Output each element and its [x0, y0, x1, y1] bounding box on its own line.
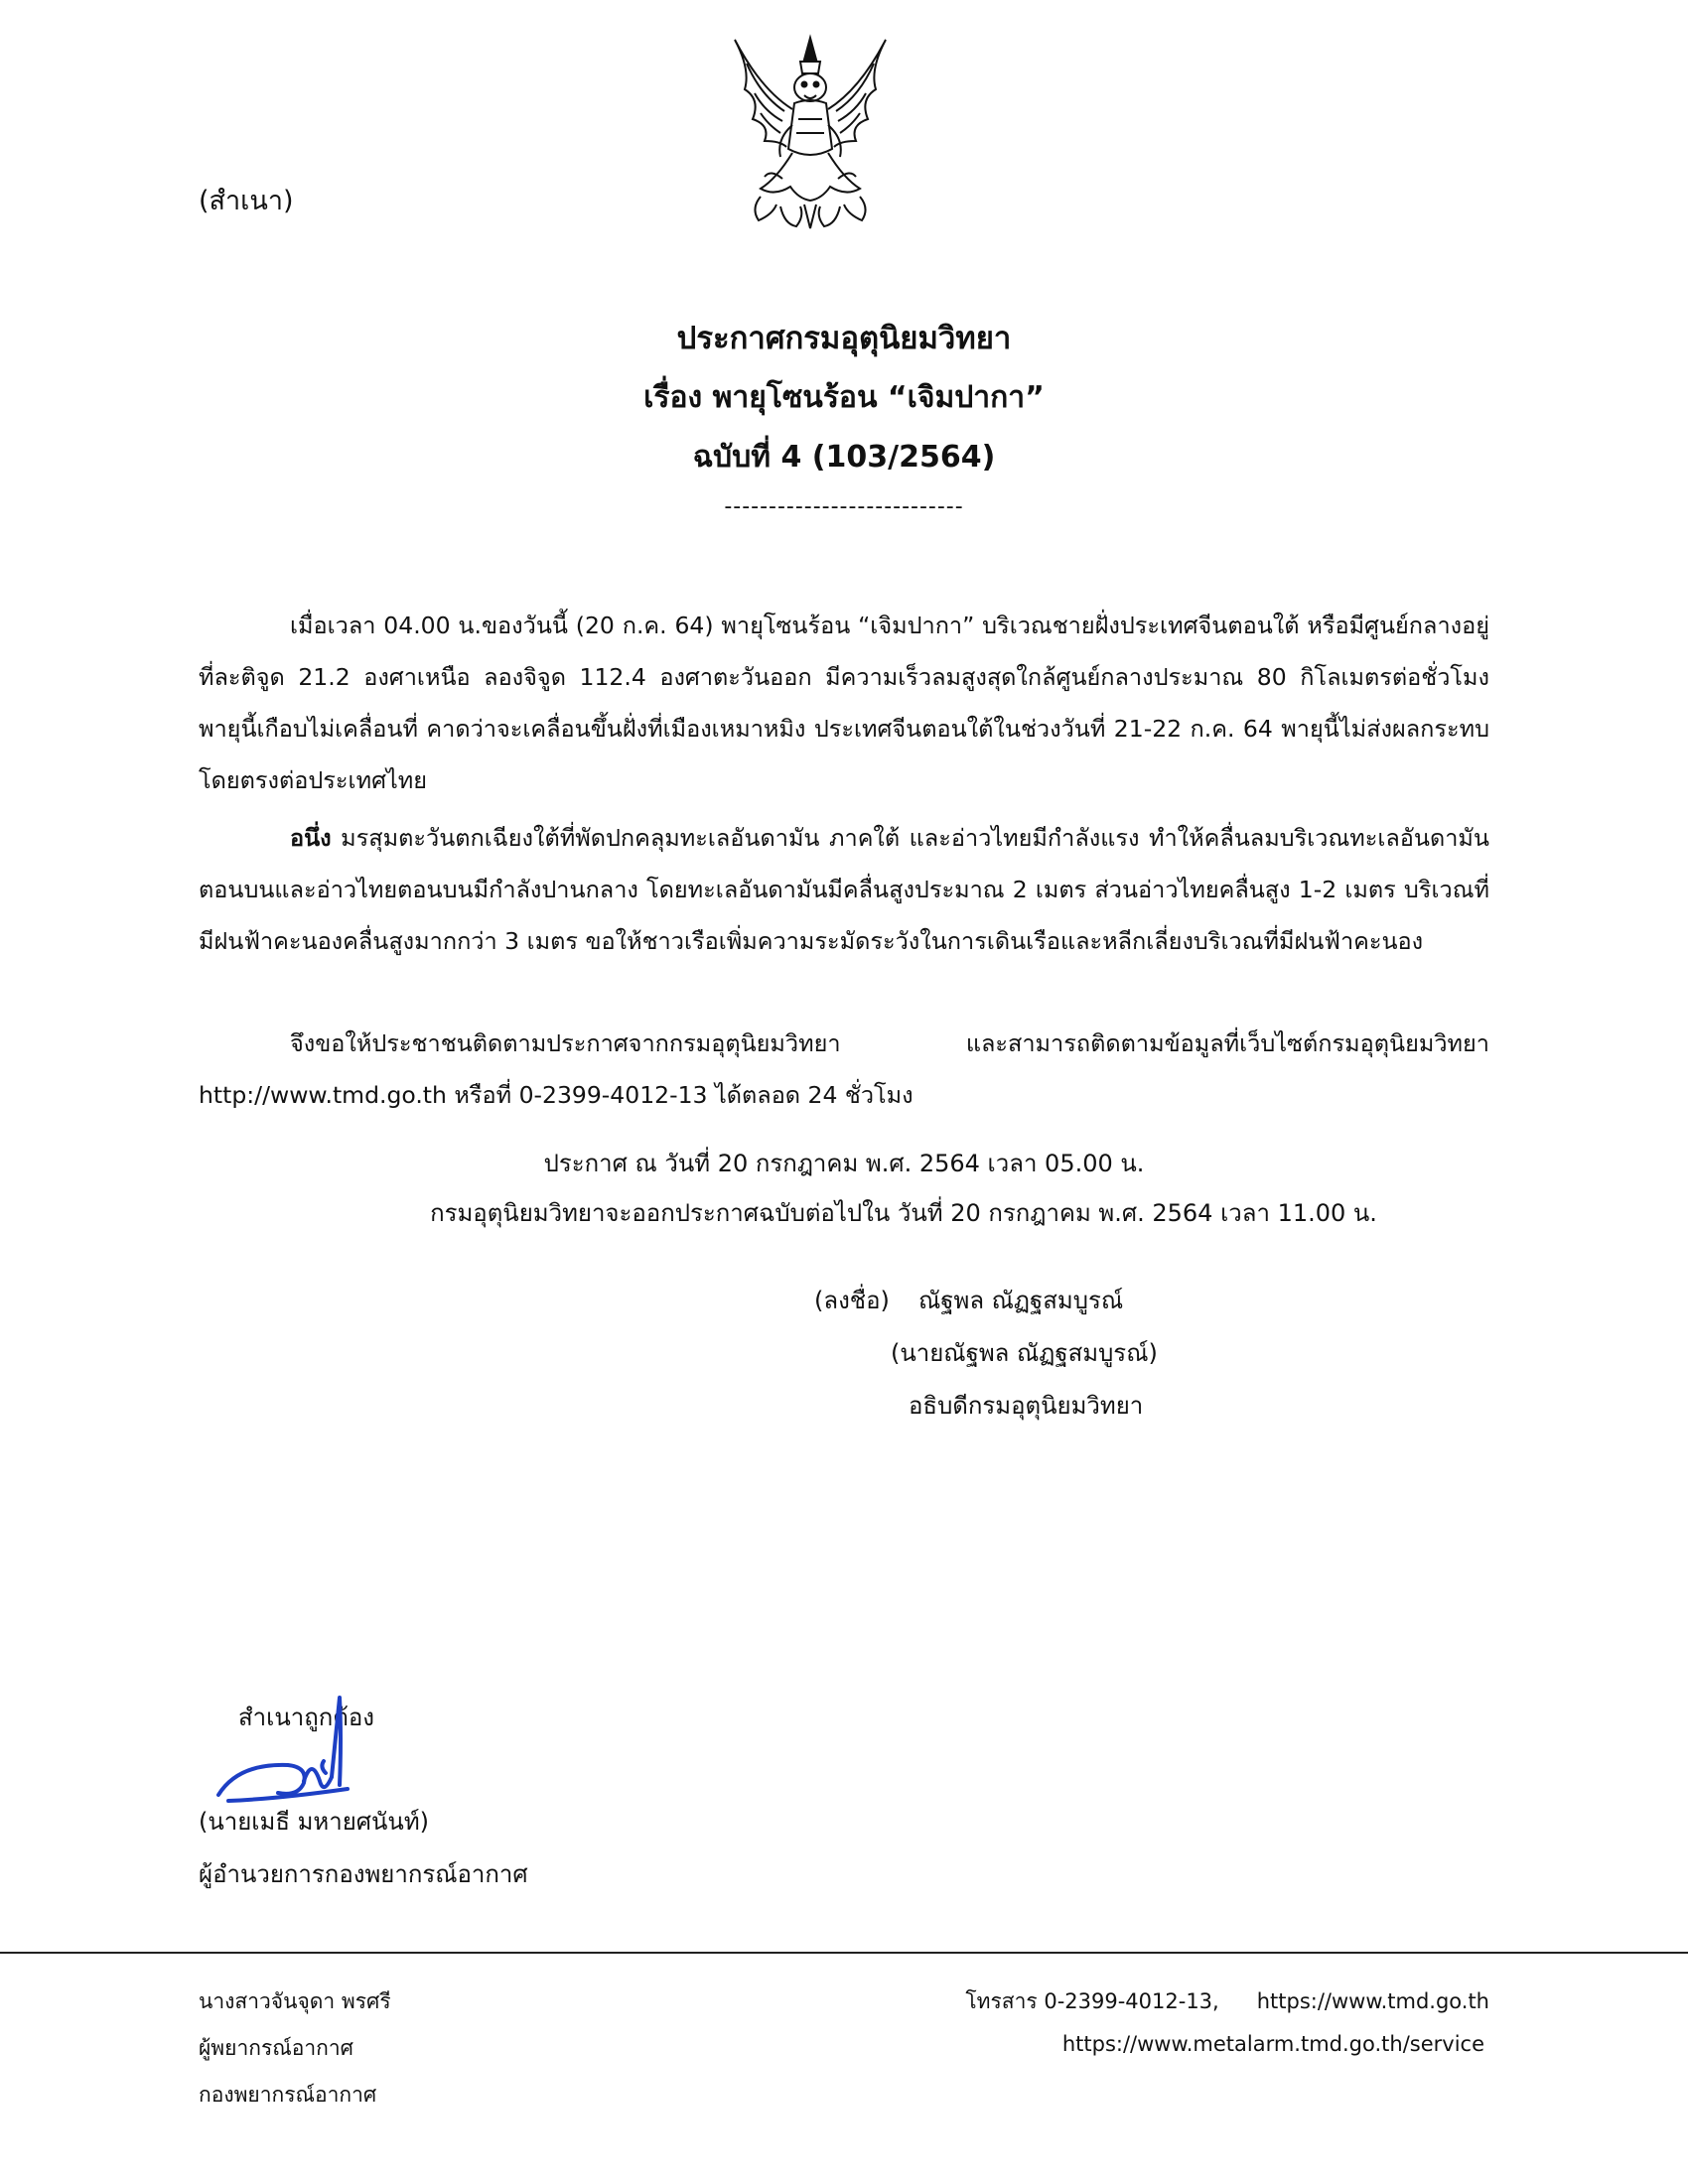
document-subject: เรื่อง พายุโซนร้อน “เจิมปากา” — [643, 380, 1045, 415]
certifier-position: ผู้อำนวยการกองพยากรณ์อากาศ — [199, 1860, 528, 1888]
certifier-name: (นายเมธี มหายศนันท์) — [199, 1808, 430, 1836]
forecast-division: กองพยากรณ์อากาศ — [199, 2083, 377, 2107]
document-issue-number: ฉบับที่ 4 (103/2564) — [692, 440, 996, 475]
body-paragraph-1 — [199, 600, 1489, 806]
copy-label: (สำเนา) — [199, 186, 294, 216]
website-link[interactable]: https://www.tmd.go.th — [1256, 1989, 1489, 2013]
sign-label: (ลงชื่อ) — [814, 1287, 890, 1314]
certified-copy-label: สำเนาถูกต้อง — [238, 1704, 374, 1731]
body-paragraph-2 — [199, 812, 1489, 967]
forecaster-role: ผู้พยากรณ์อากาศ — [199, 2036, 353, 2060]
footer-contact — [965, 1985, 1489, 2018]
paragraph-1-text: เมื่อเวลา 04.00 น.ของวันนี้ (20 ก.ค. 64) พายุโซนร้อน “เจิมปากา” บริเวณชายฝั่งประเทศจีนตอนใต้ หรือมีศูนย์กลางอยู่ที่ละติจูด 21.2 องศาเหนือ ลองจิจูด 112.4 องศาตะวันออก มีความเร็วลมสูงสุดใกล้ศูนย์กลางประมาณ 80 กิโลเมตรต่อชั่วโมง พายุนี้เกือบไม่เคลื่อนที่ คาดว่าจะเคลื่อนขึ้นฝั่งที่เมืองเหมาหมิง ประเทศจีนตอนใต้ในช่วงวันที่ 21-22 ก.ค. 64 พายุนี้ไม่ส่งผลกระทบโดยตรงต่อประเทศไทย — [199, 612, 1489, 794]
document-title: ประกาศกรมอุตุนิยมวิทยา — [676, 321, 1012, 356]
paragraph-3-text: จึงขอให้ประชาชนติดตามประกาศจากกรมอุตุนิยมวิทยา และสามารถติดตามข้อมูลที่เว็บไซต์กรมอุตุนิยมวิทยา http://www.tmd.go.th หรือที่ 0-2399-4012-13 ได้ตลอด 24 ชั่วโมง — [199, 1029, 1489, 1109]
signature-line — [814, 1281, 1123, 1319]
fax-number: โทรสาร 0-2399-4012-13, — [965, 1989, 1219, 2013]
garuda-emblem-icon — [721, 30, 900, 233]
announcement-next: กรมอุตุนิยมวิทยาจะออกประกาศฉบับต่อไปใน วันที่ 20 กรกฎาคม พ.ศ. 2564 เวลา 11.00 น. — [430, 1199, 1377, 1227]
announcement-issued: ประกาศ ณ วันที่ 20 กรกฎาคม พ.ศ. 2564 เวลา 05.00 น. — [543, 1150, 1145, 1177]
signatory-full-name: (นายณัฐพล ณัฏฐสมบูรณ์) — [891, 1339, 1158, 1367]
forecaster-name: นางสาวจันจุดา พรศรี — [199, 1989, 391, 2013]
body-paragraph-3 — [199, 1018, 1489, 1121]
title-divider: --------------------------- — [724, 494, 964, 519]
paragraph-2-lead: อนึ่ง — [290, 824, 332, 852]
paragraph-2-text: มรสุมตะวันตกเฉียงใต้ที่พัดปกคลุมทะเลอันดามัน ภาคใต้ และอ่าวไทยมีกำลังแรง ทำให้คลื่นลมบริเวณทะเลอันดามันตอนบนและอ่าวไทยตอนบนมีกำลังปานกลาง โดยทะเลอันดามันมีคลื่นสูงประมาณ 2 เมตร ส่วนอ่าวไทยคลื่นสูง 1-2 เมตร บริเวณที่มีฝนฟ้าคะนองคลื่นสูงมากกว่า 3 เมตร ขอให้ชาวเรือเพิ่มความระมัดระวังในการเดินเรือและหลีกเลี่ยงบริเวณที่มีฝนฟ้าคะนอง — [199, 824, 1489, 955]
signatory-position: อธิบดีกรมอุตุนิยมวิทยา — [909, 1392, 1144, 1420]
signed-name: ณัฐพล ณัฏฐสมบูรณ์ — [918, 1287, 1124, 1314]
service-link[interactable]: https://www.metalarm.tmd.go.th/service — [1061, 2032, 1484, 2056]
handwritten-signature-icon — [209, 1678, 377, 1807]
footer-divider — [0, 1952, 1688, 1954]
